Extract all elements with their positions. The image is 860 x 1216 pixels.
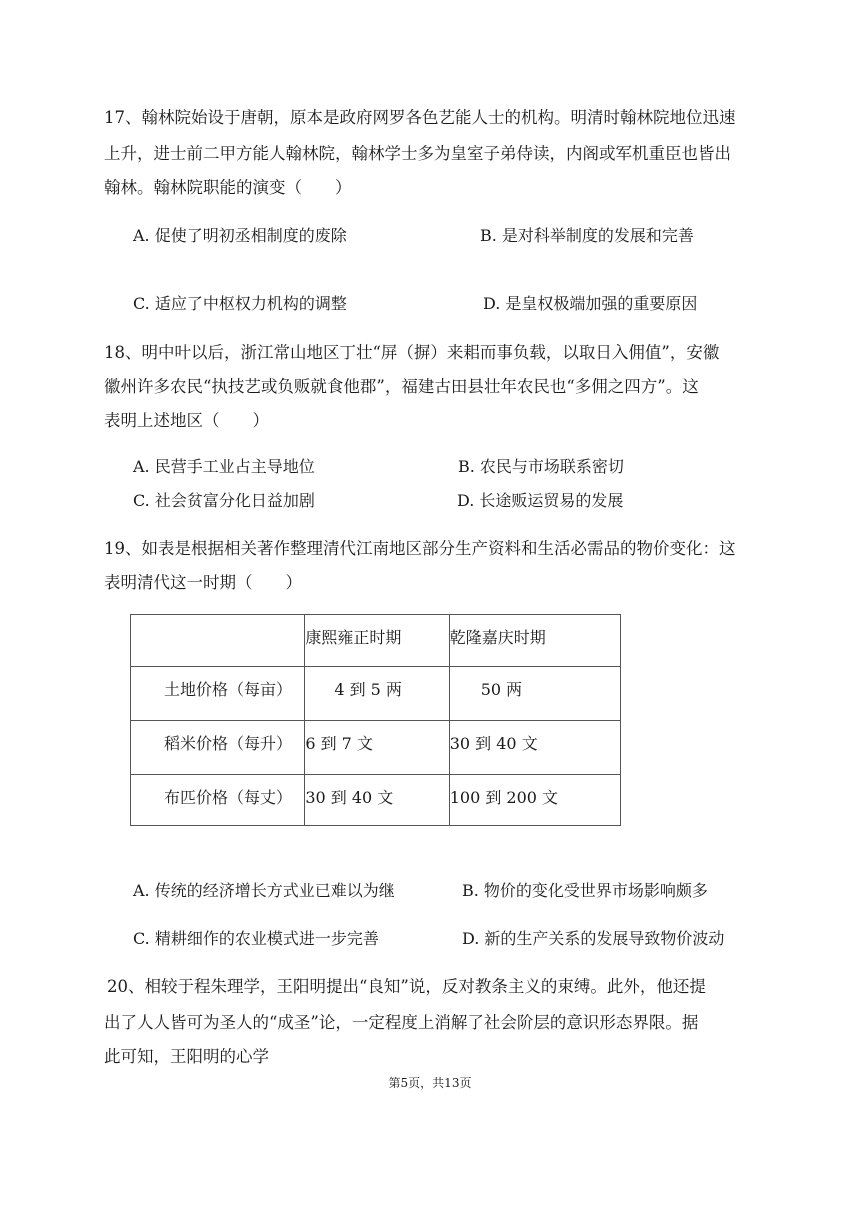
q17-line-1: 17、翰林院始设于唐朝，原本是政府网罗各色艺能人士的机构。明清时翰林院地位迅速	[104, 108, 736, 127]
q20-line-2: 出了人人皆可为圣人的“成圣”论，一定程度上消解了社会阶层的意识形态界限。据	[104, 1013, 699, 1032]
price-table	[130, 614, 621, 826]
table-cell-label: 稻米价格（每升）	[131, 721, 305, 775]
table-cell: 30 到 40 文	[449, 721, 620, 775]
q19-option-c: C. 精耕细作的农业模式进一步完善	[133, 929, 379, 948]
table-cell: 6 到 7 文	[305, 721, 449, 775]
q20-line-3: 此可知，王阳明的心学	[104, 1047, 269, 1066]
table-row	[131, 721, 621, 775]
q17-line-3: 翰林。翰林院职能的演变（ ）	[104, 178, 352, 197]
q17-option-b: B. 是对科举制度的发展和完善	[480, 226, 694, 245]
table-cell: 30 到 40 文	[305, 775, 449, 826]
table-header-qianlong: 乾隆嘉庆时期	[449, 615, 620, 667]
table-row	[131, 667, 621, 721]
table-header-kangxi: 康熙雍正时期	[305, 615, 449, 667]
q18-option-c: C. 社会贫富分化日益加剧	[133, 491, 315, 510]
q17-option-a: A. 促使了明初丞相制度的废除	[133, 226, 347, 245]
table-header-row	[131, 615, 621, 667]
table-header-blank	[131, 615, 305, 667]
q20-line-1: 20、相较于程朱理学，王阳明提出“良知”说，反对教条主义的束缚。此外，他还提	[107, 977, 706, 996]
table-row	[131, 775, 621, 826]
table-cell: 50 两	[449, 667, 620, 721]
q17-option-d: D. 是皇权极端加强的重要原因	[483, 294, 698, 313]
q18-line-2: 徽州许多农民“执技艺或负贩就食他郡”，福建古田县壮年农民也“多佣之四方”。这	[104, 377, 699, 396]
q18-option-d: D. 长途贩运贸易的发展	[457, 491, 624, 510]
q18-option-a: A. 民营手工业占主导地位	[133, 457, 315, 476]
q18-line-3: 表明上述地区（ ）	[104, 411, 269, 430]
q19-option-b: B. 物价的变化受世界市场影响颇多	[462, 881, 708, 900]
q17-option-c: C. 适应了中枢权力机构的调整	[133, 294, 347, 313]
q18-line-1: 18、明中叶以后，浙江常山地区丁壮“屏（摒）来耜而事负载，以取日入佣值”，安徽	[104, 343, 720, 362]
table-cell-label: 布匹价格（每丈）	[131, 775, 305, 826]
q19-option-a: A. 传统的经济增长方式业已难以为继	[133, 881, 395, 900]
q19-option-d: D. 新的生产关系的发展导致物价波动	[462, 929, 725, 948]
table-cell-label: 土地价格（每亩）	[131, 667, 305, 721]
q19-line-1: 19、如表是根据相关著作整理清代江南地区部分生产资料和生活必需品的物价变化：这	[104, 539, 736, 558]
q18-option-b: B. 农民与市场联系密切	[458, 457, 624, 476]
table-cell: 100 到 200 文	[449, 775, 620, 826]
table-cell: 4 到 5 两	[305, 667, 449, 721]
page-number: 第5页，共13页	[388, 1076, 472, 1090]
q19-line-2: 表明清代这一时期（ ）	[104, 573, 302, 592]
q17-line-2: 上升，进士前二甲方能人翰林院，翰林学士多为皇室子弟侍读，内阁或军机重臣也皆出	[104, 144, 731, 163]
